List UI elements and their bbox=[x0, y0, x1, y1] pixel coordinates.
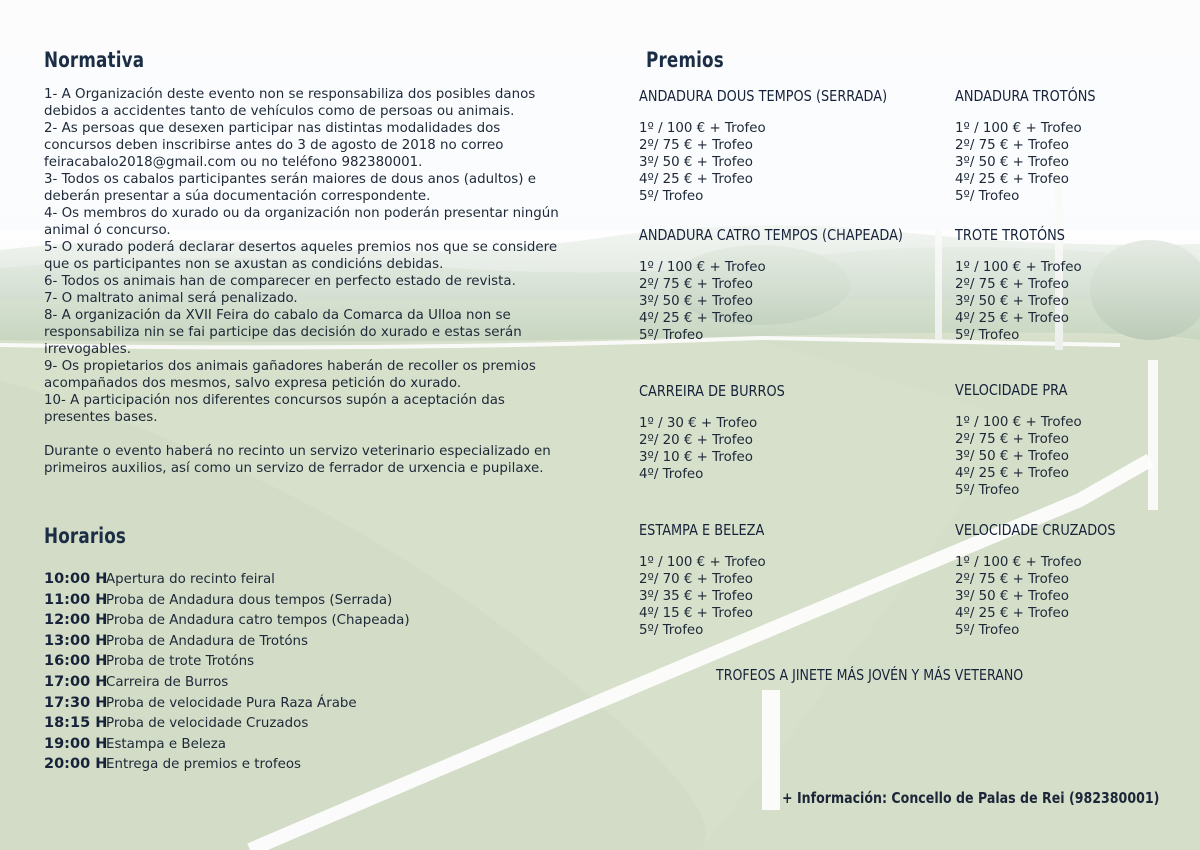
prize-item: 1º / 100 € + Trofeo bbox=[639, 121, 766, 136]
normativa-item: 7- O maltrato animal será penalizado. bbox=[44, 291, 298, 306]
prize-item: 3º/ 50 € + Trofeo bbox=[955, 449, 1069, 464]
prize-item: 3º/ 50 € + Trofeo bbox=[639, 294, 753, 309]
prize-item: 4º/ 15 € + Trofeo bbox=[639, 606, 753, 621]
schedule-time: 13:00 H bbox=[44, 632, 108, 649]
prize-category-title: CARREIRA DE BURROS bbox=[639, 382, 785, 400]
prize-item: 1º / 100 € + Trofeo bbox=[955, 555, 1082, 570]
prize-category bbox=[639, 381, 809, 483]
schedule-event: Proba de Andadura catro tempos (Chapeada) bbox=[106, 613, 410, 629]
info-footer: + Información: Concello de Palas de Rei (982380001) bbox=[782, 789, 1160, 807]
prize-item: 1º / 100 € + Trofeo bbox=[955, 415, 1082, 430]
prize-item: 1º / 100 € + Trofeo bbox=[639, 260, 766, 275]
schedule-row bbox=[44, 672, 564, 693]
horarios-heading: Horarios bbox=[44, 524, 127, 548]
prize-item: 2º/ 75 € + Trofeo bbox=[639, 138, 753, 153]
schedule-time: 18:15 H bbox=[44, 715, 108, 732]
prize-item: 2º/ 75 € + Trofeo bbox=[955, 277, 1069, 292]
prize-item: 4º/ Trofeo bbox=[639, 467, 704, 482]
schedule-row bbox=[44, 631, 564, 652]
horarios-list bbox=[44, 569, 564, 775]
schedule-row bbox=[44, 651, 564, 672]
schedule-event: Entrega de premios e trofeos bbox=[106, 757, 302, 773]
schedule-event: Proba de velocidade Cruzados bbox=[106, 716, 309, 732]
schedule-row bbox=[44, 713, 564, 734]
prize-item: 3º/ 50 € + Trofeo bbox=[955, 294, 1069, 309]
prize-item: 4º/ 25 € + Trofeo bbox=[955, 466, 1069, 481]
schedule-event: Apertura do recinto feiral bbox=[106, 572, 275, 587]
premios-heading: Premios bbox=[646, 48, 724, 72]
prize-item: 2º/ 75 € + Trofeo bbox=[955, 432, 1069, 447]
prize-item: 4º/ 25 € + Trofeo bbox=[955, 311, 1069, 326]
schedule-time: 12:00 H bbox=[44, 612, 108, 629]
schedule-row bbox=[44, 693, 564, 714]
prize-item: 1º / 100 € + Trofeo bbox=[955, 260, 1082, 275]
normativa-item: 5- O xurado poderá declarar desertos aqueles premios nos que se considere que os participantes non se axustan as condicións debidas. bbox=[44, 240, 558, 272]
prize-category-title: ANDADURA CATRO TEMPOS (CHAPEADA) bbox=[639, 226, 903, 244]
prize-item: 2º/ 75 € + Trofeo bbox=[955, 572, 1069, 587]
normativa-item: 6- Todos os animais han de comparecer en perfecto estado de revista. bbox=[44, 274, 516, 289]
prize-item: 4º/ 25 € + Trofeo bbox=[639, 172, 753, 187]
schedule-event: Proba de velocidade Pura Raza Árabe bbox=[106, 695, 357, 711]
schedule-time: 10:00 H bbox=[44, 571, 108, 587]
schedule-row bbox=[44, 569, 564, 590]
prize-item: 5º/ Trofeo bbox=[955, 189, 1020, 204]
prize-item: 3º/ 35 € + Trofeo bbox=[639, 589, 753, 604]
prize-category-title: ESTAMPA E BELEZA bbox=[639, 521, 765, 539]
prize-category-title: ANDADURA DOUS TEMPOS (SERRADA) bbox=[639, 87, 888, 105]
normativa-item: 9- Os propietarios dos animais gañadores haberán de recoller os premios acompañados dos mesmos, salvo expresa petición do xurado. bbox=[44, 359, 536, 391]
normativa-item: 3- Todos os cabalos participantes serán maiores de dous anos (adultos) e deberán presentar a súa documentación correspondente. bbox=[44, 172, 536, 204]
prize-item: 4º/ 25 € + Trofeo bbox=[955, 606, 1069, 621]
prize-item: 3º/ 50 € + Trofeo bbox=[955, 155, 1069, 170]
prize-item: 4º/ 25 € + Trofeo bbox=[955, 172, 1069, 187]
schedule-event: Proba de Andadura dous tempos (Serrada) bbox=[106, 592, 393, 608]
prize-category bbox=[639, 520, 785, 639]
prize-category-title: VELOCIDADE PRA bbox=[955, 381, 1068, 399]
prize-category bbox=[639, 86, 928, 205]
prize-item: 3º/ 50 € + Trofeo bbox=[639, 155, 753, 170]
normativa-item: 2- As persoas que desexen participar nas distintas modalidades dos concursos deben inscribirse antes do 3 de agosto de 2018 no correo feiracabalo2018@gmail.com ou no teléfono 982380001. bbox=[44, 121, 504, 170]
normativa-item: 8- A organización da XVII Feira do cabalo da Comarca da Ulloa non se responsabiliza nin se fai participe das decisión do xurado e estas serán irrevogables. bbox=[44, 308, 522, 357]
normativa-item: 1- A Organización deste evento non se responsabiliza dos posibles danos debidos a accidentes tanto de vehículos como de persoas ou animais. bbox=[44, 87, 536, 119]
normativa-note: Durante o evento haberá no recinto un servizo veterinario especializado en primeiros auxilios, así como un servizo de ferrador de urxencia e pupilaxe. bbox=[44, 444, 551, 476]
schedule-time: 19:00 H bbox=[44, 735, 108, 752]
normativa-text bbox=[44, 86, 564, 477]
prize-category-title: VELOCIDADE CRUZADOS bbox=[955, 521, 1116, 539]
schedule-time: 11:00 H bbox=[44, 591, 108, 608]
schedule-row bbox=[44, 590, 564, 611]
schedule-time: 17:00 H bbox=[44, 673, 108, 690]
prize-item: 5º/ Trofeo bbox=[955, 328, 1020, 343]
prize-item: 2º/ 75 € + Trofeo bbox=[639, 277, 753, 292]
prize-category bbox=[955, 380, 1086, 499]
normativa-heading: Normativa bbox=[44, 48, 145, 72]
prize-item: 2º/ 20 € + Trofeo bbox=[639, 433, 753, 448]
prize-item: 3º/ 50 € + Trofeo bbox=[955, 589, 1069, 604]
schedule-row bbox=[44, 754, 564, 775]
prize-item: 5º/ Trofeo bbox=[955, 623, 1020, 638]
prize-item: 2º/ 75 € + Trofeo bbox=[955, 138, 1069, 153]
trofeos-note: TROFEOS A JINETE MÁS JOVÉN Y MÁS VETERANO bbox=[716, 666, 1024, 684]
prize-item: 4º/ 25 € + Trofeo bbox=[639, 311, 753, 326]
prize-category bbox=[955, 520, 1142, 639]
prize-item: 1º / 30 € + Trofeo bbox=[639, 416, 758, 431]
prize-item: 5º/ Trofeo bbox=[955, 483, 1020, 498]
schedule-event: Estampa e Beleza bbox=[106, 736, 227, 752]
prize-category bbox=[955, 86, 1119, 205]
schedule-event: Carreira de Burros bbox=[106, 674, 229, 690]
schedule-event: Proba de Andadura de Trotóns bbox=[106, 633, 309, 649]
schedule-time: 20:00 H bbox=[44, 756, 108, 773]
schedule-row bbox=[44, 610, 564, 631]
normativa-item: 4- Os membros do xurado ou da organización non poderán presentar ningún animal ó concurso. bbox=[44, 206, 559, 238]
prize-item: 5º/ Trofeo bbox=[639, 189, 704, 204]
schedule-time: 17:30 H bbox=[44, 694, 108, 711]
prize-item: 2º/ 70 € + Trofeo bbox=[639, 572, 753, 587]
prize-item: 1º / 100 € + Trofeo bbox=[955, 121, 1082, 136]
prize-item: 5º/ Trofeo bbox=[639, 328, 704, 343]
schedule-time: 16:00 H bbox=[44, 653, 108, 670]
prize-category-title: TROTE TROTÓNS bbox=[955, 226, 1065, 244]
normativa-item: 10- A participación nos diferentes concursos supón a aceptación das presentes bases. bbox=[44, 393, 505, 425]
prize-category bbox=[639, 225, 946, 344]
prize-category-title: ANDADURA TROTÓNS bbox=[955, 87, 1096, 105]
prize-category bbox=[955, 225, 1083, 344]
prize-item: 3º/ 10 € + Trofeo bbox=[639, 450, 753, 465]
prize-item: 5º/ Trofeo bbox=[639, 623, 704, 638]
prize-item: 1º / 100 € + Trofeo bbox=[639, 555, 766, 570]
schedule-event: Proba de trote Trotóns bbox=[106, 654, 255, 670]
schedule-row bbox=[44, 734, 564, 755]
